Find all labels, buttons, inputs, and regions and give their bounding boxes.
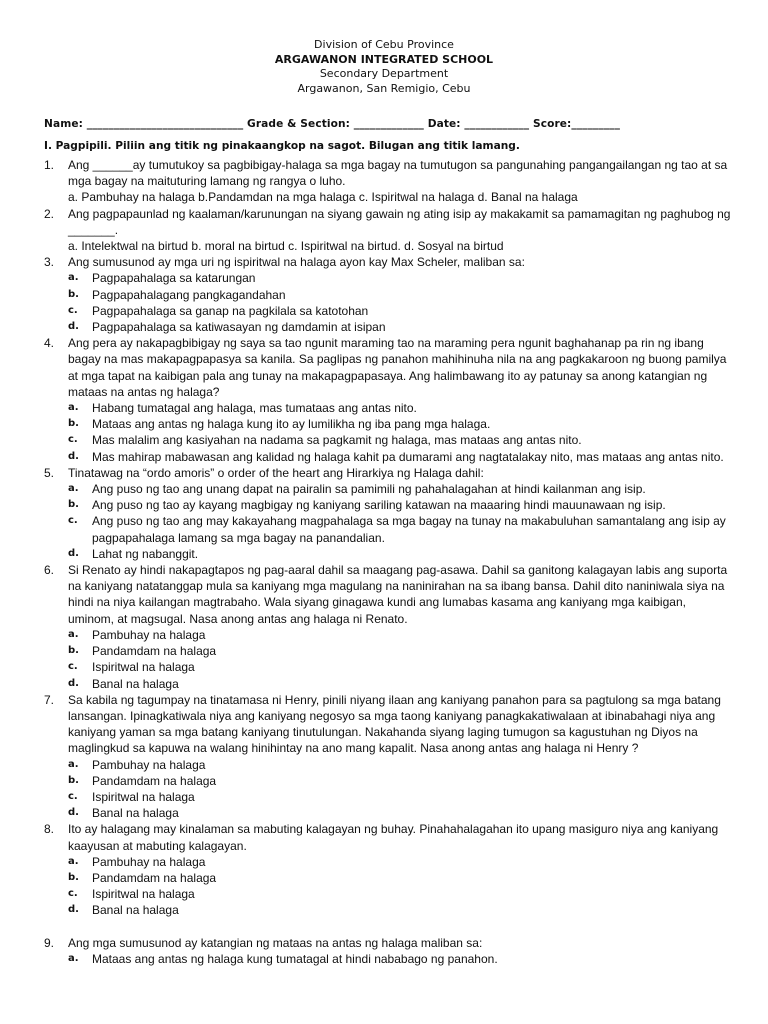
question-6-options [44,627,734,692]
question-3 [44,254,734,270]
option-text: Habang tumatagal ang halaga, mas tumataas ang antas nito. [92,401,417,416]
instruction: I. Pagpipili. Piliin ang titik ng pinakaangkop na sagot. Bilugan ang titik lamang. [44,140,520,152]
question-5-options [44,481,734,562]
option-a [68,627,734,643]
question-5 [44,465,734,481]
question-text: Ang pera ay nakapagbibigay ng saya sa tao ngunit maraming tao na maraming pera ngunit baghahanap pa rin ng ibang bagay na mas makapagpapasya sa kanila. Sa paglipas ng panahon mahihinuha nila na ang pagkakaroon ng buong pamilya at mga tapat na kaibigan pala ang tunay na makapagpapasaya. Ang halimbawang ito ay patunay sa anong katangian ng mataas na antas ng halaga? [68,336,727,399]
option-d [68,319,734,335]
option-d [68,902,734,918]
option-text: Pagpapahalaga sa katarungan [92,271,256,286]
question-number: 6. [44,563,55,578]
option-letter: b. [68,418,79,430]
option-letter: d. [68,321,79,333]
question-number: 5. [44,465,55,480]
option-text: Pambuhay na halaga [92,757,206,772]
option-text: Ang puso ng tao ay kayang magbigay ng kaniyang sariling katawan na maaaring hindi mauunawaan ng isip. [92,498,666,513]
option-text: Mataas ang antas ng halaga kung tumatagal at hindi nababago ng panahon. [92,951,498,966]
option-letter: b. [68,871,79,883]
question-7 [44,692,734,757]
question-3-options [44,270,734,335]
option-letter: a. [68,758,79,770]
option-b [68,416,734,432]
question-number: 4. [44,336,55,351]
option-letter: d. [68,807,79,819]
question-text: Ang mga sumusunod ay katangian ng mataas na antas ng halaga maliban sa: [68,935,483,950]
option-letter: b. [68,288,79,300]
student-info-line: Name: _____________________________ Grade & Section: _____________ Date: ____________ Score:_________ [44,118,620,130]
option-text: Pandamdam na halaga [92,773,217,788]
option-text: Pandamdam na halaga [92,870,217,885]
option-text: Ispiritwal na halaga [92,660,195,675]
option-letter: c. [68,790,78,802]
question-text: Ang pagpapaunlad ng kaalaman/karunungan na siyang gawain ng ating isip ay makakamit sa pamamagitan ng paghubog ng _______. [68,206,731,237]
option-a [68,270,734,286]
school-name: ARGAWANON INTEGRATED SCHOOL [274,52,494,66]
question-4 [44,335,734,400]
option-text: Ang puso ng tao ang unang dapat na pairalin sa pamimili ng pahahalagahan at hindi kailanman ang isip. [92,482,646,497]
question-text: Ang sumusunod ay mga uri ng ispiritwal na halaga ayon kay Max Scheler, maliban sa: [68,255,525,270]
question-number: 1. [44,158,55,172]
option-letter: c. [68,515,78,527]
question-text: Ito ay halagang may kinalaman sa mabuting kalagayan ng buhay. Pinahahalagahan ito upang masiguro niya ang kaniyang kaayusan at mabuting kalagayan. [68,822,719,853]
question-8 [44,821,734,853]
option-a [68,757,734,773]
division-line: Division of Cebu Province [314,38,454,51]
option-text: Ang puso ng tao ang may kakayahang magpahalaga sa mga bagay na tunay na makabuluhan samantalang ang isip ay pagpapahalaga lamang sa mga bagay na panandalian. [92,514,726,545]
option-text: Mataas ang antas ng halaga kung ito ay lumilikha ng iba pang mga halaga. [92,417,491,432]
option-b [68,287,734,303]
option-text: Banal na halaga [92,903,179,918]
option-b [68,773,734,789]
option-c [68,303,734,319]
question-number: 9. [44,935,55,950]
option-letter: c. [68,661,78,673]
option-letter: c. [68,434,78,446]
question-2 [44,206,734,238]
question-9-options [44,951,734,967]
option-text: Ispiritwal na halaga [92,887,195,902]
option-text: Banal na halaga [92,806,179,821]
option-letter: a. [68,272,79,284]
question-number: 8. [44,822,55,837]
question-text: Ang ______ay tumutukoy sa pagbibigay-halaga sa mga bagay na tumutugon sa pangunahing pangangailangan ng tao at sa mga bagay na maituturing lamang ng rangya o luho. [68,158,728,189]
school-header [0,38,768,96]
question-text: Sa kabila ng tagumpay na tinatamasa ni Henry, pinili niyang ilaan ang kaniyang panahon para sa pagtulong sa mga batang lansangan. Ipinagkatiwala niya ang kaniyang negosyo sa mga taong kaniyang panagkakatiwalaan at ibinabahagi niya ang kaniyang yaman sa mga batang kaniyang tinutulungan. Nakahanda siyang laging tumugon sa kagustuhan ng Diyos na maglingkud sa kapuwa na walang hinihintay na ano mang kapalit. Nasa anong antas ang halaga ni Henry ? [68,692,721,756]
option-letter: c. [68,888,78,900]
option-text: Pagpapahalagang pangkagandahan [92,287,286,302]
option-a [68,400,734,416]
option-letter: b. [68,774,79,786]
option-letter: a. [68,483,79,495]
option-letter: a. [68,855,79,867]
option-letter: a. [68,952,79,964]
question-9 [44,935,734,951]
option-d [68,546,734,562]
option-b [68,643,734,659]
option-c [68,789,734,805]
option-text: Mas malalim ang kasiyahan na nadama sa pagkamit ng halaga, mas mataas ang antas nito. [92,433,582,448]
option-d [68,805,734,821]
option-letter: c. [68,304,78,316]
question-number: 3. [44,255,55,270]
option-letter: d. [68,547,79,559]
option-b [68,497,734,513]
option-text: Banal na halaga [92,676,179,691]
option-text: Pagpapahalaga sa katiwasayan ng damdamin at isipan [92,320,386,335]
question-4-options [44,400,734,465]
option-text: Mas mahirap mabawasan ang kalidad ng halaga kahit pa dumarami ang nagtatalakay nito, mas mataas ang antas nito. [92,449,724,464]
option-c [68,886,734,902]
question-text: Si Renato ay hindi nakapagtapos ng pag-aaral dahil sa maagang pag-asawa. Dahil sa ganitong kalagayan labis ang suporta na kaniyang natatanggap mula sa kaniyang mga magulang na naninirahan na sa ibang bansa. Dahil dito naniniwala siya na hindi na niya kailangan magtrabaho. Wala siyang ginagawa kundi ang lumabas kasama ang kaniyang mga kaibigan, uminom, at magsugal. Nasa anong antas ang halaga ni Renato. [68,563,728,626]
question-8-options [44,854,734,919]
option-c [68,513,734,545]
option-c [68,659,734,675]
address-line: Argawanon, San Remigio, Cebu [297,81,471,95]
question-number: 2. [44,206,55,221]
option-letter: a. [68,628,79,640]
question-1 [44,157,734,189]
question-2-options: a. Intelektwal na birtud b. moral na birtud c. Ispiritwal na birtud. d. Sosyal na birtud [68,239,504,254]
question-list [44,157,734,967]
option-c [68,432,734,448]
question-1-options: a. Pambuhay na halaga b.Pandamdan na mga halaga c. Ispiritwal na halaga d. Banal na halaga [68,190,578,205]
option-letter: d. [68,450,79,462]
option-d [68,676,734,692]
question-text: Tinatawag na “ordo amoris” o order of the heart ang Hirarkiya ng Halaga dahil: [68,465,484,480]
option-text: Lahat ng nabanggit. [92,546,199,561]
option-text: Pambuhay na halaga [92,627,206,642]
option-letter: b. [68,645,79,657]
option-a [68,951,734,967]
question-number: 7. [44,692,55,707]
option-a [68,854,734,870]
option-b [68,870,734,886]
option-a [68,481,734,497]
option-letter: d. [68,677,79,689]
option-text: Pagpapahalaga sa ganap na pagkilala sa katotohan [92,303,369,318]
option-d [68,449,734,465]
option-text: Ispiritwal na halaga [92,789,195,804]
question-7-options [44,757,734,822]
question-6 [44,562,734,627]
option-letter: b. [68,499,79,511]
spacer [44,919,734,935]
option-text: Pandamdam na halaga [92,644,217,659]
option-text: Pambuhay na halaga [92,854,206,869]
department-line: Secondary Department [319,67,449,80]
option-letter: a. [68,402,79,414]
option-letter: d. [68,904,79,916]
